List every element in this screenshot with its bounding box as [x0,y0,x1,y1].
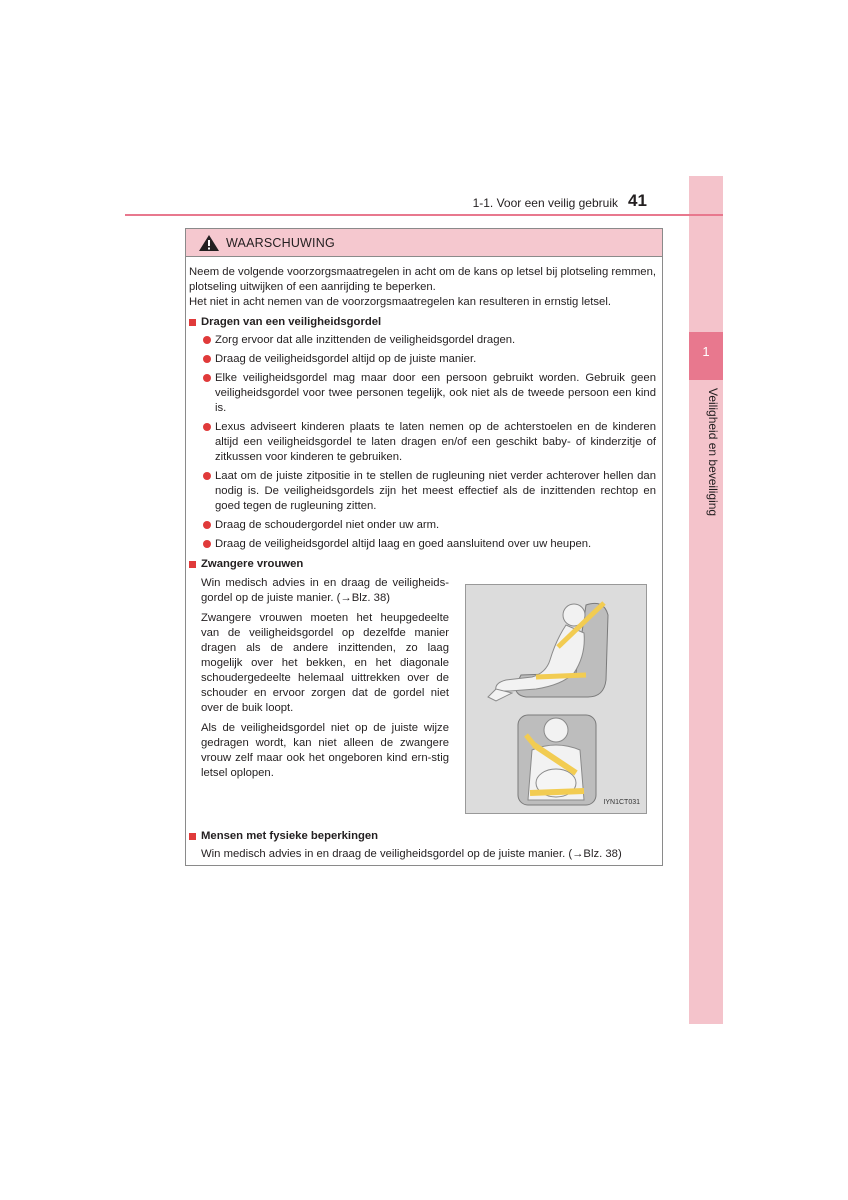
list-item [186,518,662,533]
list-item [186,333,662,348]
warning-intro-2: Het niet in acht nemen van de voorzorgsmaatregelen kan resulteren in ernstig letsel. [189,296,611,308]
bullet-dot-icon [203,423,211,431]
chapter-number: 1 [689,332,723,380]
pregnant-text [201,576,449,786]
list-item-text: Draag de veiligheidsgordel altijd op de juiste manier. [215,353,477,365]
list-item-text: Zorg ervoor dat alle inzittenden de veiligheidsgordel dragen. [215,334,516,346]
warning-intro: Neem de volgende voorzorgsmaatregelen in acht om de kans op letsel bij plotseling remmen, plotseling uitwijken of een aanrijding te beperken. [189,266,656,293]
square-bullet-icon [189,319,196,326]
bullet-dot-icon [203,374,211,382]
side-tab [689,176,723,1024]
section-title: 1-1. Voor een veilig gebruik [472,196,618,210]
list-item [186,469,662,514]
section-disability-heading [189,829,662,844]
bullet-dot-icon [203,336,211,344]
list-item [186,420,662,465]
pregnant-section [186,576,662,824]
square-bullet-icon [189,833,196,840]
bullet-dot-icon [203,355,211,363]
warning-icon [198,234,220,252]
seatbelt-illustration-icon [466,585,646,813]
warning-content [186,265,662,862]
pregnant-para-2: Zwangere vrouwen moeten het heupgedeelte van de veiligheidsgordel op dezelfde manier dragen als de andere inzittenden, zo laag mogelijk over het bekken, en het diagonale schoudergedeelte helemaal uittrekken over de schouder en ervoor zorgen dat de gordel niet over de buik loopt. [201,612,449,714]
list-item [186,371,662,416]
pregnant-para-3: Als de veiligheidsgordel niet op de juiste wijze gedragen wordt, kan niet alleen de zwangere vrouw zelf maar ook het ongeboren kind ern-stig letsel oplopen. [201,722,449,779]
chapter-title: Veiligheid en beveiliging [706,388,720,517]
section-title-text: Zwangere vrouwen [201,558,304,570]
warning-box [185,228,663,866]
seatbelt-list [186,333,662,552]
list-item-text: Draag de veiligheidsgordel altijd laag en goed aansluitend over uw heupen. [215,538,592,550]
list-item [186,352,662,367]
square-bullet-icon [189,561,196,568]
section-pregnant-heading [189,557,662,572]
list-item [186,537,662,552]
bullet-dot-icon [203,540,211,548]
section-title-text: Dragen van een veiligheidsgordel [201,316,382,328]
list-item-text: Draag de schoudergordel niet onder uw arm. [215,519,440,531]
pregnant-seatbelt-illustration [465,584,647,814]
header-rule [125,214,723,216]
list-item-text: Laat om de juiste zitpositie in te stellen de rugleuning niet verder achterover hellen dan nodig is. De veiligheidsgordels zijn het meest effectief als de inzittenden rechtop en goed tegen de rugleuning zitten. [215,470,656,512]
disability-text: Win medisch advies in en draag de veiligheidsgordel op de juiste manier. (→Blz. 38) [201,848,622,860]
list-item-text: Lexus adviseert kinderen plaats te laten nemen op de achterstoelen en de kinderen altijd een veiligheidsgordel te laten dragen en/of een geschikt baby- of kinderzitje of zitkussen voor kinderen te gebruiken. [215,421,656,463]
warning-title: WAARSCHUWING [226,235,335,250]
section-title-text: Mensen met fysieke beperkingen [201,830,379,842]
warning-header [186,229,662,257]
bullet-dot-icon [203,521,211,529]
figure-code: IYN1CT031 [603,799,640,806]
section-seatbelt-heading [189,315,662,330]
pregnant-para-1: Win medisch advies in en draag de veiligheids-gordel op de juiste manier. (→Blz. 38) [201,577,449,604]
bullet-dot-icon [203,472,211,480]
list-item-text: Elke veiligheidsgordel mag maar door een persoon gebruikt worden. Gebruik geen veiligheidsgordel voor twee personen tegelijk, ook niet als de tweede persoon een kind is. [215,372,656,414]
page-number: 41 [628,191,647,210]
